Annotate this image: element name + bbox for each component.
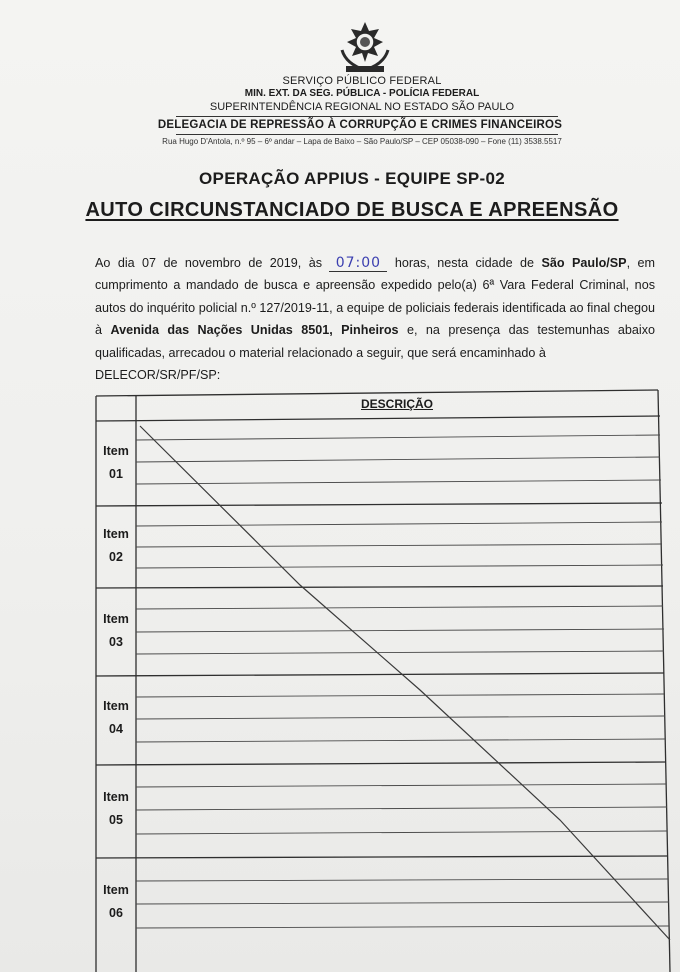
table-header-descricao: DESCRIÇÃO (360, 397, 433, 411)
body-paragraph: Ao dia 07 de novembro de 2019, às 07:00 horas, nesta cidade de São Paulo/SP, em cumprimento a mandado de busca e apreensão expedido pelo(a) 6ª Vara Federal Criminal, nos autos do inquérito policial n.º 127/2019-11, a equipe de policiais federais identificada ao final chegou à Avenida das Nações Unidas 8501, Pinheiros e, na presença das testemunhas abaixo qualificadas, arrecadou o material relacionado a seguir, que será encaminhado à DELECOR/SR/PF/SP: (95, 255, 655, 383)
header-ministry: MIN. EXT. DA SEG. PÚBLICA - POLÍCIA FEDERAL (244, 88, 480, 99)
search-address: Avenida das Nações Unidas 8501, Pinheiros (110, 323, 399, 338)
item-label-06: Item 06 (103, 883, 129, 920)
item-label-05: Item 05 (103, 790, 129, 827)
handwritten-time: 07:00 (329, 255, 387, 272)
item-label-01: Item 01 (103, 444, 129, 481)
item-label-02: Item 02 (103, 527, 129, 564)
header-delegacia: DELEGACIA DE REPRESSÃO À CORRUPÇÃO E CRIMES FINANCEIROS (157, 119, 563, 131)
item-label-04: Item 04 (103, 699, 129, 736)
item-label-03: Item 03 (103, 612, 129, 649)
header-service: SERVIÇO PÚBLICO FEDERAL (282, 75, 442, 87)
city: São Paulo/SP (541, 256, 627, 270)
header-superintendence: SUPERINTENDÊNCIA REGIONAL NO ESTADO SÃO PAULO (209, 101, 515, 113)
operation-title: OPERAÇÃO APPIUS - EQUIPE SP-02 (199, 169, 505, 188)
header-address: Rua Hugo D'Antola, n.º 95 – 6º andar – Lapa de Baixo – São Paulo/SP – CEP 05038-090 – Fone (11) 3538.5517 (162, 137, 562, 146)
document-title: AUTO CIRCUNSTANCIADO DE BUSCA E APREENSÃO (85, 199, 619, 221)
